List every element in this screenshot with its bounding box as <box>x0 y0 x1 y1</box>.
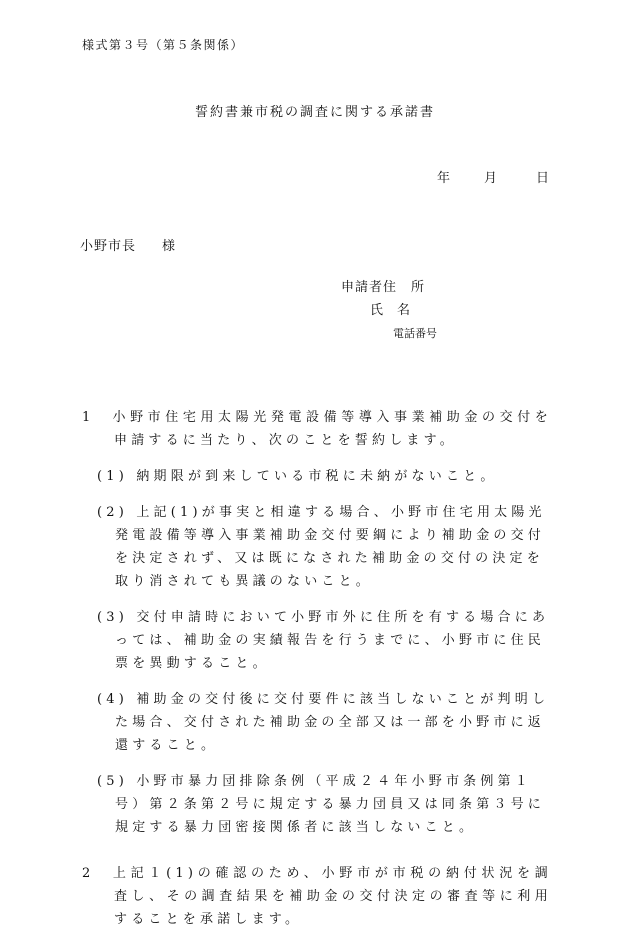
applicant-name-label: 氏名 <box>370 303 425 318</box>
pledge-item-1: (1) 納期限が到来している市税に未納がないこと。 <box>97 469 498 484</box>
pledge-item-4: (4) 補助金の交付後に交付要件に該当しないことが判明した場合、交付された補助金の全部又は一部を小野市に返還すること。 <box>97 692 550 753</box>
paragraph-1-number: 1 <box>82 410 95 425</box>
date-day-label: 日 <box>536 171 550 186</box>
paragraph-1 <box>82 406 552 452</box>
date-year-label: 年 <box>437 171 451 186</box>
pledge-body <box>82 406 552 931</box>
document-title: 誓約書兼市税の調査に関する承諾書 <box>194 105 435 120</box>
applicant-address-label: 申請者住 所 <box>341 280 426 295</box>
addressee-name: 小野市長 <box>80 239 137 254</box>
applicant-phone-label: 電話番号 <box>393 327 437 340</box>
pledge-item-5: (5) 小野市暴力団排除条例（平成２４年小野市条例第１号）第２条第２号に規定する暴力団員又は同条第３号に規定する暴力団密接関係者に該当しないこと。 <box>97 774 546 835</box>
paragraph-1-text: 小野市住宅用太陽光発電設備等導入事業補助金の交付を申請するに当たり、次のことを誓約します。 <box>112 410 552 448</box>
form-number: 様式第３号（第５条関係） <box>82 38 245 52</box>
date-line <box>437 167 549 186</box>
applicant-block <box>341 276 437 345</box>
pledge-item-3: (3) 交付申請時において小野市外に住所を有する場合にあっては、補助金の実績報告を行うまでに、小野市に住民票を異動すること。 <box>97 610 550 671</box>
paragraph-2-text: 上記１(1)の確認のため、小野市が市税の納付状況を調査し、その調査結果を補助金の交付決定の審査等に利用することを承諾します。 <box>112 866 552 927</box>
paragraph-2-number: 2 <box>82 866 95 881</box>
date-month-label: 月 <box>484 171 498 186</box>
addressee-honorific: 様 <box>162 239 177 254</box>
pledge-item-2: (2) 上記(1)が事実と相違する場合、小野市住宅用太陽光発電設備等導入事業補助金交付要綱により補助金の交付を決定されず、又は既になされた補助金の交付の決定を取り消されても異議のないこと。 <box>97 505 546 589</box>
addressee <box>80 235 176 254</box>
paragraph-2 <box>82 862 552 931</box>
